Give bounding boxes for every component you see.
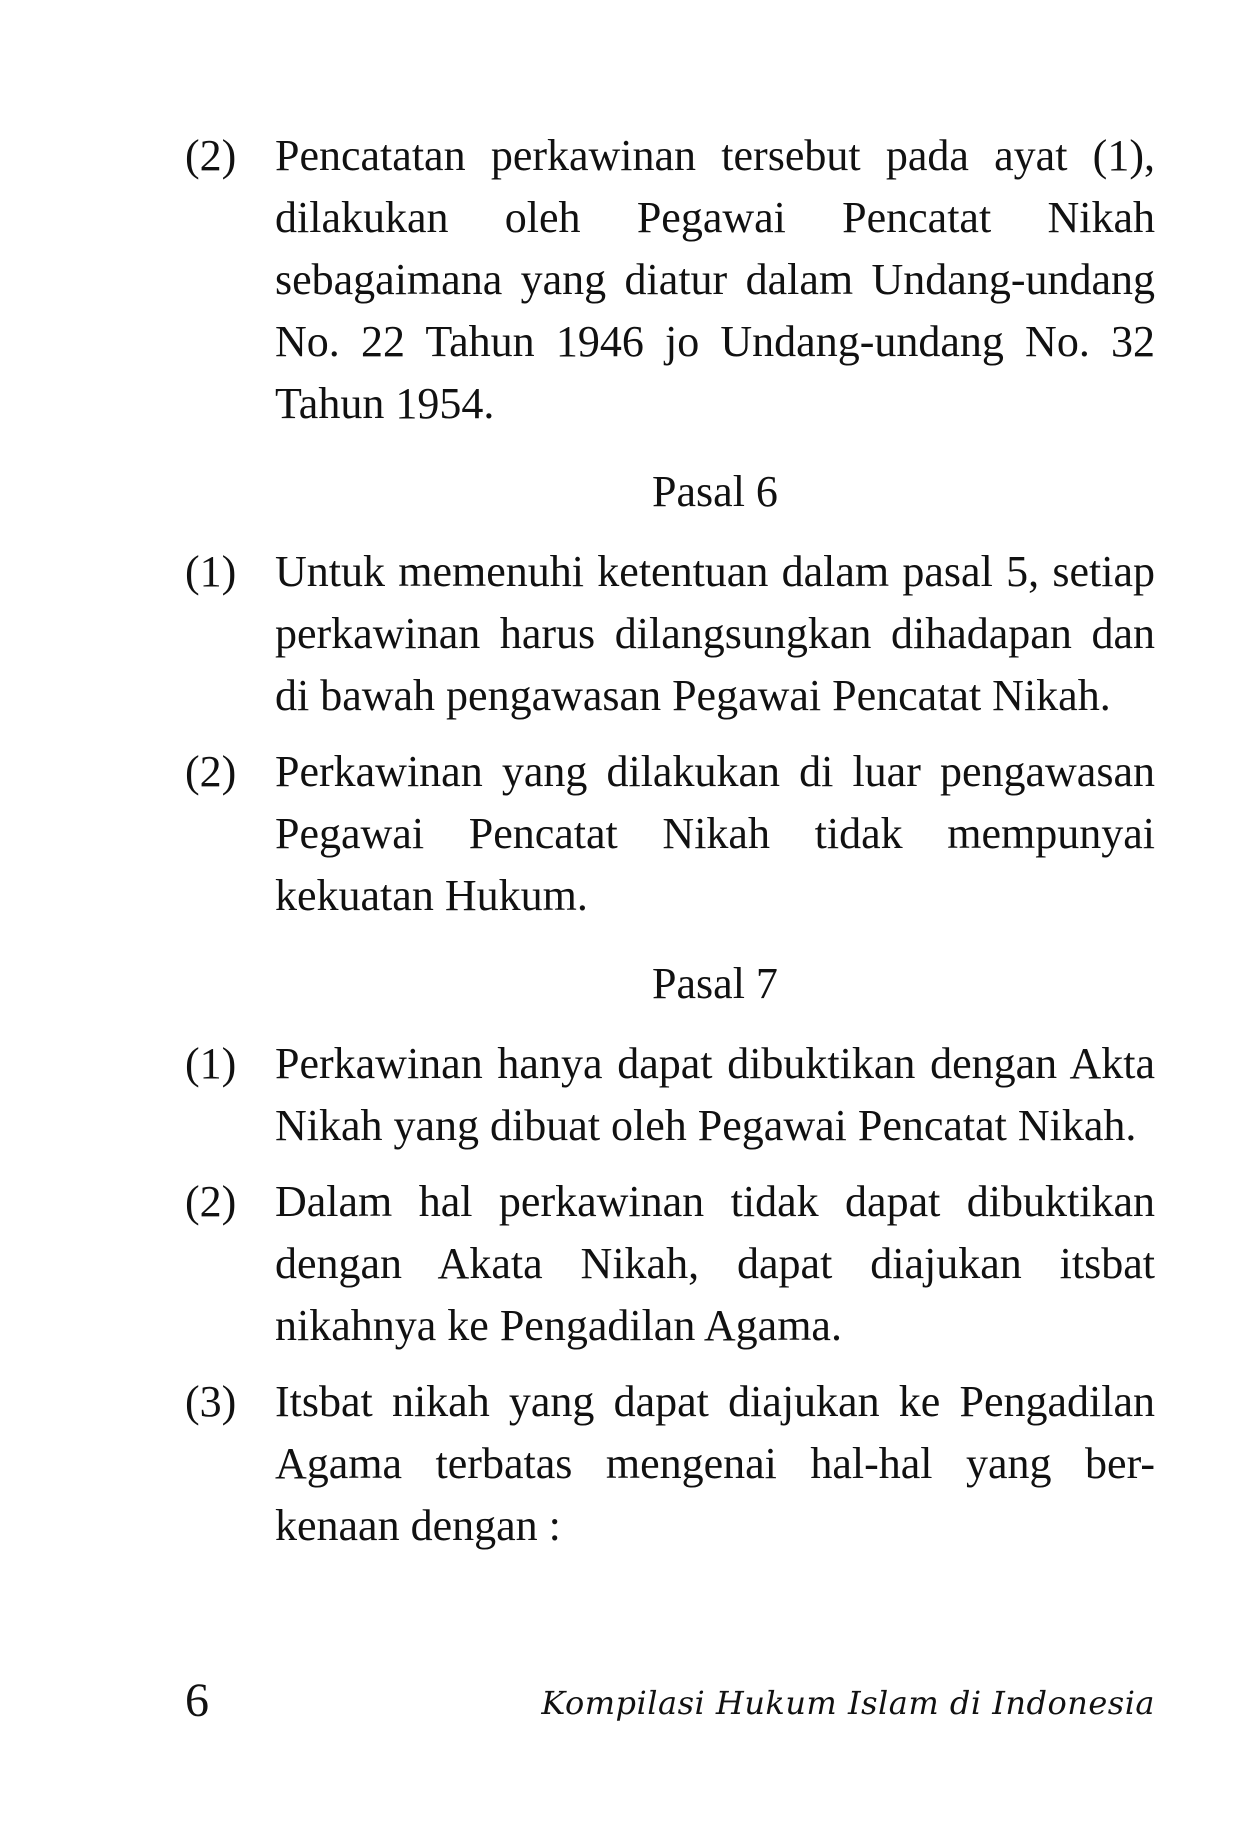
running-footer-title: Kompilasi Hukum Islam di Indonesia xyxy=(541,1684,1155,1722)
ayat-number: (2) xyxy=(185,1177,237,1226)
ayat-text: Pencatatan perkawinan tersebut pada ayat (1), dilakukan oleh Pegawai Pencatat Nikah sebagaimana yang diatur dalam Undang-undang No. 22 Tahun 1946 jo Undang-undang No. 32 Tahun 1954. xyxy=(275,131,1155,428)
pasal7-ayat-1 xyxy=(185,1033,1155,1157)
ayat-number: (1) xyxy=(185,1039,237,1088)
pasal7-heading: Pasal 7 xyxy=(652,959,778,1008)
pasal7-ayat-3 xyxy=(185,1371,1155,1557)
page-footer xyxy=(185,1670,1155,1740)
pasal7-ayat-2 xyxy=(185,1171,1155,1357)
ayat-text: Perkawinan yang dilakukan di luar pengawasan Pegawai Pencatat Nikah tidak mempunyai kekuatan Hukum. xyxy=(275,747,1155,920)
ayat-number: (1) xyxy=(185,547,237,596)
page-content xyxy=(185,125,1155,1571)
pasal6-ayat-1 xyxy=(185,541,1155,727)
pasal6-heading: Pasal 6 xyxy=(652,467,778,516)
ayat-text: Perkawinan hanya dapat dibuktikan dengan Akta Nikah yang dibuat oleh Pegawai Pencatat Nikah. xyxy=(275,1039,1155,1150)
ayat-number: (3) xyxy=(185,1377,237,1426)
page-number: 6 xyxy=(185,1674,209,1727)
pasal6-ayat-2 xyxy=(185,741,1155,927)
ayat-number: (2) xyxy=(185,747,237,796)
ayat-text: Untuk memenuhi ketentuan dalam pasal 5, setiap perkawinan harus dilangsungkan dihadapan dan di bawah pengawasan Pegawai Pencatat Nikah. xyxy=(275,547,1155,720)
ayat-text: Dalam hal perkawinan tidak dapat dibuktikan dengan Akata Nikah, dapat diajukan itsbat nikahnya ke Pengadilan Agama. xyxy=(275,1177,1155,1350)
ayat-text: Itsbat nikah yang dapat diajukan ke Pengadilan Agama terbatas mengenai hal-hal yang ber-kenaan dengan : xyxy=(275,1377,1155,1550)
pasal5-ayat-2 xyxy=(185,125,1155,435)
ayat-number: (2) xyxy=(185,131,237,180)
